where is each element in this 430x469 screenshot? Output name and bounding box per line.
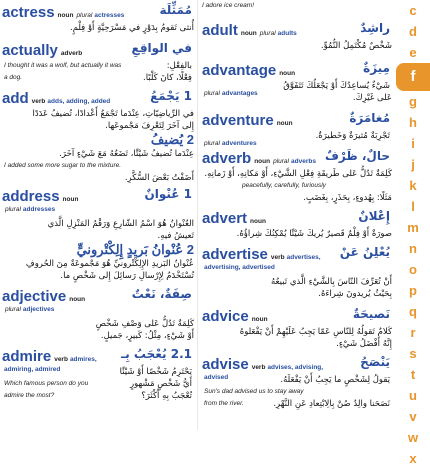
- part-of-speech: noun: [254, 158, 271, 165]
- plural-form: adventures: [221, 140, 257, 147]
- plural-form: advantages: [221, 90, 258, 97]
- plural-label: plural: [204, 140, 220, 147]
- tab-letter-u[interactable]: u: [409, 388, 417, 403]
- headword: actress: [2, 4, 55, 21]
- headword: add: [2, 90, 29, 107]
- arabic-headword: 1 عُنْوانٌ: [144, 187, 192, 201]
- headword: adverb: [202, 150, 252, 167]
- tab-letter-n[interactable]: n: [409, 241, 417, 256]
- entry-advert: [200, 208, 394, 240]
- verb-forms: admires,: [69, 356, 97, 363]
- arabic-definition: تَعيشُ فيهِ.: [157, 231, 194, 241]
- arabic-headword: يُعْلِنُ عَنْ: [339, 245, 390, 259]
- tab-letter-h[interactable]: h: [409, 115, 417, 130]
- part-of-speech: verb: [31, 98, 46, 105]
- tab-letter-i[interactable]: i: [411, 136, 415, 151]
- arabic-definition: يَحْتَرِمُ شَخْصًا أَوْ شَيْئًا: [119, 367, 192, 377]
- arabic-headword: يَنْصَحُ: [360, 355, 390, 369]
- tab-letter-f[interactable]: f: [396, 63, 430, 91]
- tab-letter-x[interactable]: x: [409, 451, 417, 466]
- tab-letter-j[interactable]: j: [411, 157, 415, 172]
- example-text: Which famous person do you: [4, 380, 89, 387]
- arabic-definition: كَلِمَةٌ تَدُلُّ عَلى طَريقَةِ فِعْلِ الشَّيْءِ، أَوْ مَكانِهِ، أَوْ زَمانِهِ.: [204, 169, 392, 179]
- plural-form: adjectives: [22, 306, 55, 313]
- arabic-definition: إِلى آخَرَ لِتَعْرِفَ مَجْموعَها.: [105, 121, 194, 131]
- arabic-sense-headword: 2 عُنْوانُ بَريدٍ إِلِكْتْرونيٍّ: [76, 242, 194, 257]
- arabic-translation: نَصَحَنا والِدُ صُنْ بِالِابْتِعادِ عَنِ النَّهْرِ.: [273, 399, 390, 409]
- entry-address: [0, 186, 196, 282]
- entry-advertise: [200, 244, 394, 300]
- arabic-definition: كَلامٌ تَقولُهُ لِلنّاسِ عَمّا يَجِبُ عَلَيْهِمْ أَنْ يَفْعَلوهُ: [239, 327, 392, 337]
- verb-forms: advertises,: [286, 254, 321, 261]
- arabic-headword: في الواقِعِ: [131, 41, 192, 55]
- arabic-translation: مَثَلًا: بِهُدوءٍ، بِحَذَرٍ، بِغَضَبٍ.: [303, 193, 392, 203]
- tab-letter-d[interactable]: d: [409, 24, 417, 39]
- tab-letter-w[interactable]: w: [407, 430, 419, 445]
- arabic-headword: مُغامَرَةٌ: [349, 111, 390, 125]
- headword: admire: [2, 348, 52, 365]
- part-of-speech: noun: [251, 316, 268, 323]
- part-of-speech: noun: [279, 70, 296, 77]
- part-of-speech: verb: [270, 254, 285, 261]
- tab-letter-t[interactable]: t: [410, 367, 416, 382]
- plural-form: addresses: [22, 206, 56, 213]
- arabic-headword: راشِدٌ: [360, 21, 390, 35]
- tab-letter-l[interactable]: l: [411, 199, 415, 214]
- arabic-headword: 2.1 يُعْجَبُ بِـ: [121, 347, 192, 361]
- middle-column: [200, 0, 394, 430]
- tab-letter-r[interactable]: r: [410, 325, 416, 340]
- entry-admire: [0, 346, 196, 402]
- part-of-speech: noun: [240, 30, 257, 37]
- example-text: admire the most?: [4, 392, 55, 399]
- headword: advise: [202, 356, 249, 373]
- tab-letter-g[interactable]: g: [409, 94, 417, 109]
- entry-actually: [0, 40, 196, 84]
- arabic-definition: تُسْتَخْدَمُ لِإِرْسالِ رَسائِلَ إِلى شَخْصٍ ما.: [60, 271, 194, 281]
- entry-adverb: [200, 148, 394, 204]
- example-text: from the river.: [204, 400, 244, 407]
- tab-letter-e[interactable]: e: [409, 45, 417, 60]
- plural-form: adverbs: [291, 158, 316, 165]
- arabic-definition: تَجْرِبَةٌ مُثيرَةٌ وَخَطيرَةٌ.: [315, 131, 390, 141]
- part-of-speech: verb: [251, 364, 266, 371]
- arabic-definition: أُنثى تَقومُ بِدَوْرٍ في مَسْرَحِيَّةٍ أَوْ فِلْمٍ.: [70, 23, 194, 33]
- entry-adjective: [0, 286, 196, 342]
- headword: advice: [202, 308, 249, 325]
- verb-forms: adds, adding, added: [47, 98, 111, 105]
- tab-letter-o[interactable]: o: [409, 262, 417, 277]
- plural-label: plural: [204, 90, 220, 97]
- example-text: I added some more sugar to the mixture.: [4, 162, 122, 169]
- arabic-headword: إِعْلانٌ: [358, 209, 390, 223]
- part-of-speech: noun: [69, 296, 86, 303]
- entry-actress: [0, 2, 196, 34]
- example-text: Sun's dad advised us to stay away: [204, 388, 304, 395]
- headword: advantage: [202, 62, 277, 79]
- entry-advantage: [200, 60, 394, 104]
- arabic-definition: شَخْصٌ مُكْتَمِلُ النُّمُوِّ.: [320, 41, 392, 51]
- example-text: I thought it was a wolf, but actually it was: [4, 62, 122, 69]
- arabic-definition: بِحَيْثُ يُريدونَ شِراءَهُ.: [318, 289, 392, 299]
- arabic-definition: صورَةٌ أَوْ فِلْمٌ قَصيرٌ يُريكَ شَيْئًا يُمْكِنُكَ شِراؤُهُ.: [236, 229, 392, 239]
- arabic-definition: في الرِّياضِيّاتِ، عِنْدَما تَجْمَعُ أَعْدادًا، تُضيفُ عَدَدًا: [32, 109, 194, 119]
- arabic-headword: مِيزَةٌ: [363, 61, 390, 75]
- headword: advert: [202, 210, 248, 227]
- verb-forms: advertising, advertised: [204, 264, 275, 271]
- arabic-definition: يَقولُ لِشَخْصٍ ما يَجِبُ أَنْ يَفْعَلَهُ.: [280, 375, 390, 385]
- part-of-speech: noun: [250, 218, 266, 225]
- entry-adult: [200, 20, 394, 52]
- arabic-definition: كَلِمَةٌ تَدُلُّ عَلى وَصْفِ شَخْصٍ: [95, 319, 194, 329]
- verb-forms: admiring, admired: [4, 366, 61, 373]
- headword: adult: [202, 22, 238, 39]
- tab-letter-k[interactable]: k: [409, 178, 417, 193]
- example-text: a dog.: [4, 74, 23, 81]
- headword: address: [2, 188, 60, 205]
- verb-forms: advised: [204, 374, 229, 381]
- alphabet-tab-strip: [396, 0, 430, 466]
- tab-letter-v[interactable]: v: [409, 409, 417, 424]
- arabic-headword: صِفَةٌ، نَعْتٌ: [131, 287, 192, 301]
- headword: advertise: [202, 246, 268, 263]
- part-of-speech: verb: [54, 356, 68, 363]
- arabic-headword: نَصيحَةٌ: [352, 307, 390, 321]
- tab-letter-q[interactable]: q: [409, 304, 417, 319]
- plural-label: plural: [5, 306, 21, 313]
- plural-form: adults: [277, 30, 297, 37]
- plural-label: plural: [76, 12, 93, 19]
- plural-label: plural: [259, 30, 276, 37]
- entry-advice: [200, 306, 394, 350]
- tab-letter-p[interactable]: p: [409, 283, 417, 298]
- tab-letter-s[interactable]: s: [409, 346, 417, 361]
- arabic-definition: عَلى غَيْرِكَ.: [352, 93, 392, 103]
- entry-advise: [200, 354, 394, 410]
- plural-form: actresses: [94, 12, 125, 19]
- tab-letter-c[interactable]: c: [409, 3, 417, 18]
- arabic-definition: عُنْوانُ البَريدِ الإِلِكْتْرونيِّ هُوَ مَجْموعَةٌ مِنَ الحُروفِ: [25, 259, 194, 269]
- arabic-definition: أَوْ شَيْءٍ، مِثْلُ: كَبيرٍ، جَميلٍ.: [100, 331, 194, 341]
- part-of-speech: noun: [57, 12, 74, 19]
- tab-letter-m[interactable]: m: [407, 220, 419, 235]
- arabic-definition: إِنَّهُ أَفْضَلُ شَيْءٍ.: [336, 339, 392, 349]
- example-text: I adore ice cream!: [202, 2, 255, 9]
- plural-label: plural: [5, 206, 21, 213]
- part-of-speech: adverb: [60, 50, 83, 57]
- headword: adjective: [2, 288, 67, 305]
- arabic-headword: حالٌ، ظَرْفٌ: [324, 149, 390, 163]
- column-divider: [197, 0, 198, 430]
- headword: adventure: [202, 112, 274, 129]
- part-of-speech: noun: [62, 196, 79, 203]
- entry-adventure: [200, 110, 394, 147]
- arabic-translation: فِعْلًا، كانَ كَلْبًا.: [143, 73, 192, 83]
- verb-forms: advises, advising,: [267, 364, 324, 371]
- arabic-translation: أَضَفْتُ بَعْضَ السُّكَّرِ.: [124, 173, 194, 183]
- arabic-definition: بالفِعْلِ:: [166, 61, 192, 71]
- example-text: peacefully, carefully, furiously: [242, 182, 326, 189]
- plural-label: plural: [273, 158, 289, 165]
- arabic-definition: أَنْ تُعَرِّفَ النّاسَ بِالشَّيْءِ الَّذي تَبيعُهُ: [271, 277, 392, 287]
- arabic-headword: مُمَثِّلَة: [159, 3, 192, 17]
- part-of-speech: noun: [276, 120, 293, 127]
- arabic-translation: تُعْجَبُ بِهِ أَكْثَرَ؟: [141, 391, 192, 401]
- headword: actually: [2, 42, 58, 59]
- left-column: [0, 0, 196, 430]
- arabic-sense-headword: 2 يُضيفُ: [150, 132, 194, 147]
- entry-add: [0, 88, 196, 184]
- arabic-definition: عِنْدَما تُضيفُ شَيْئًا، تَضَعُهُ مَعَ شَيْءٍ آخَرَ.: [59, 149, 194, 159]
- arabic-translation: أَيُّ شَخْصٍ مَشْهورٍ: [130, 379, 192, 389]
- arabic-definition: شَيْءٌ يُساعِدُكَ أَوْ يَجْعَلُكَ تَتَفَوَّقُ: [283, 81, 390, 91]
- arabic-headword: 1 يَجْمَعُ: [150, 89, 192, 103]
- arabic-definition: العُنْوانُ هُوَ اسْمُ الشّارِعِ وَرَقْمُ المَنْزِلِ الَّذي: [47, 219, 194, 229]
